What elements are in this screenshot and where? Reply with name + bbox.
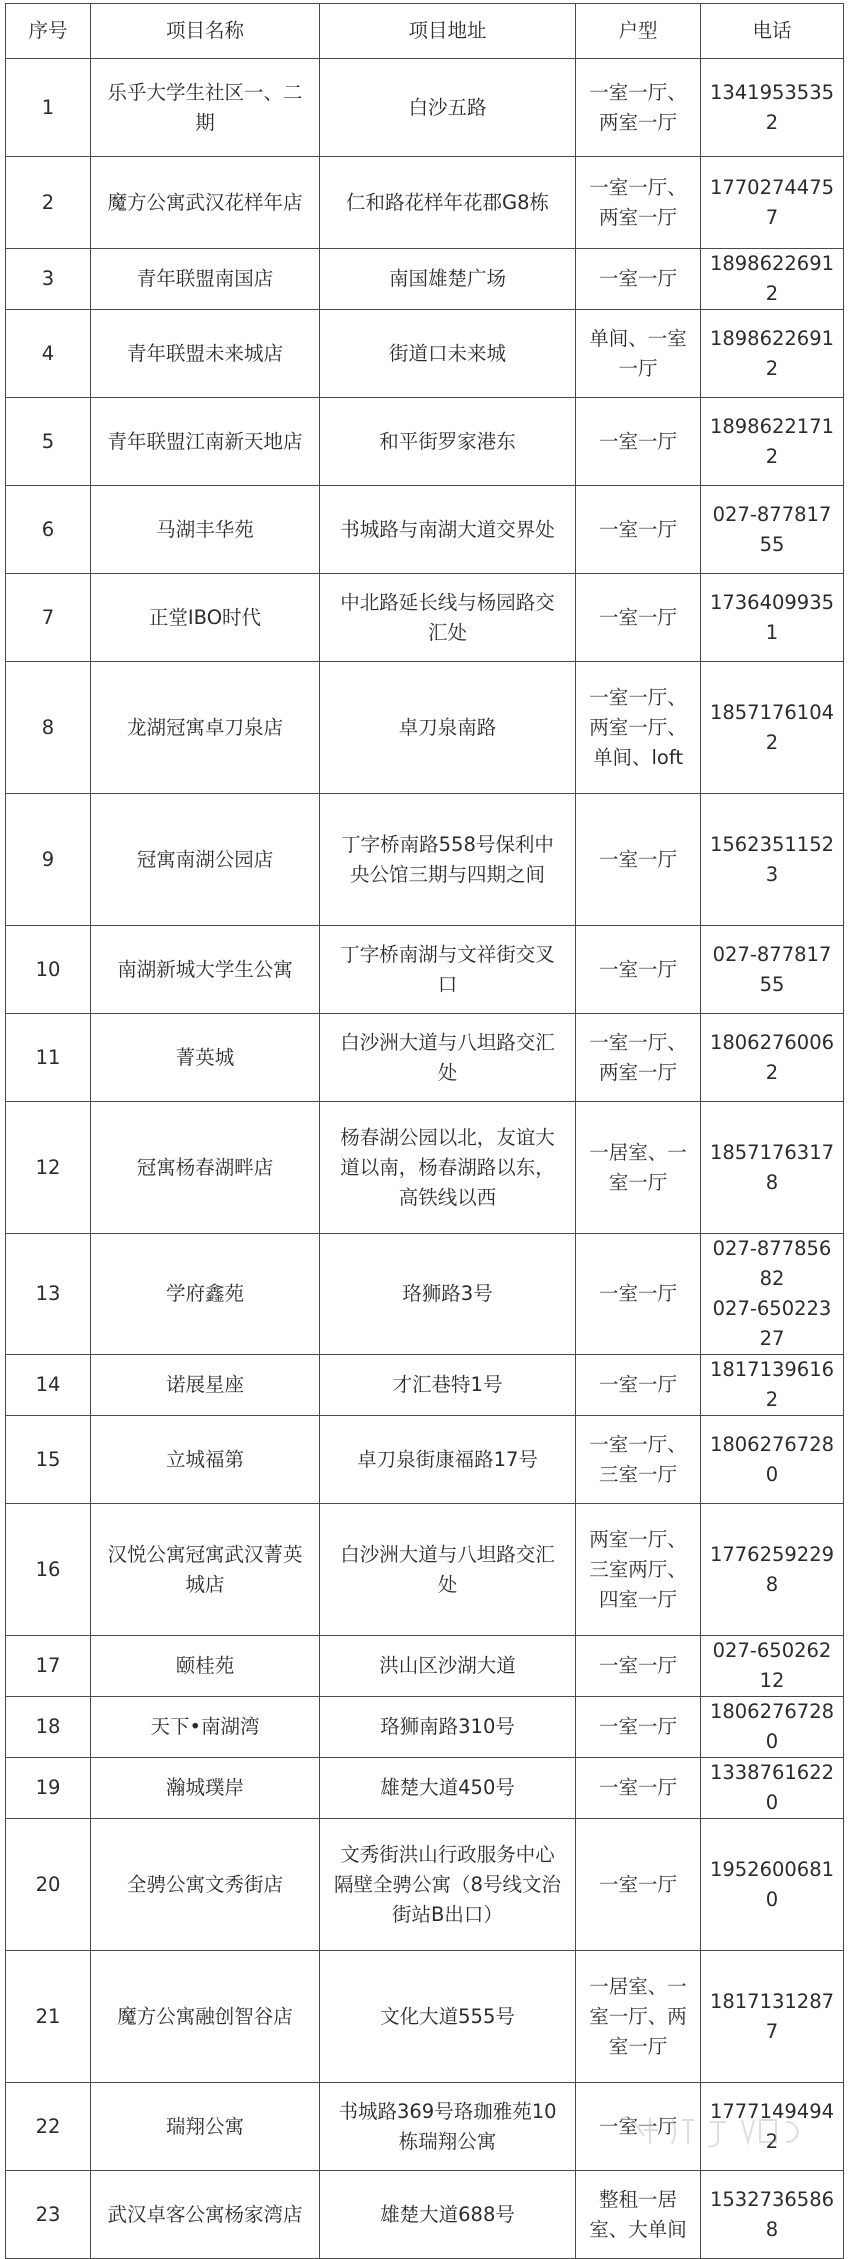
cell-project-address: [320, 1819, 576, 1951]
cell-project-name-text: 马湖丰华苑: [156, 517, 254, 541]
cell-project-name-text: 立城福第: [165, 1447, 244, 1471]
cell-project-address: [320, 794, 576, 926]
cell-project-name-text: 全骋公寓文秀街店: [126, 1872, 283, 1896]
cell-project-name: [91, 398, 320, 486]
cell-index-text: 22: [35, 2114, 61, 2138]
table-row: [6, 249, 844, 310]
cell-index-text: 3: [41, 267, 55, 290]
phone-number: 13419535352: [709, 80, 835, 134]
cell-project-address-text: 书城路与南湖大道交界处: [340, 517, 555, 541]
cell-project-address: [320, 1355, 576, 1416]
phone-number: 18571763178: [709, 1140, 835, 1194]
cell-layout-text: 一室一厅: [598, 1282, 677, 1305]
cell-index-text: 6: [41, 517, 55, 541]
cell-project-name: [91, 574, 320, 662]
cell-project-address: [320, 1636, 576, 1697]
cell-project-name-text: 魔方公寓融创智谷店: [117, 2004, 293, 2028]
cell-project-name-text: 龙湖冠寓卓刀泉店: [126, 715, 283, 739]
cell-project-address: [320, 249, 576, 310]
cell-layout: [576, 59, 701, 157]
cell-layout-text: 一室一厅: [598, 267, 677, 290]
cell-project-address-text: 白沙洲大道与八坦路交汇处: [340, 1030, 555, 1084]
cell-project-address-text: 雄楚大道450号: [380, 1776, 515, 1799]
cell-index-text: 9: [41, 847, 55, 871]
cell-phone: [701, 310, 844, 398]
cell-phone: [701, 794, 844, 926]
cell-phone: [701, 574, 844, 662]
cell-layout: [576, 1697, 701, 1758]
cell-layout-text: 单间、一室一厅: [589, 326, 687, 380]
header-layout: 户型: [576, 4, 701, 59]
cell-project-address-text: 街道口未来城: [388, 341, 506, 365]
cell-index: [6, 1951, 91, 2083]
cell-project-name-text: 青年联盟未来城店: [126, 341, 283, 365]
table-row: [6, 794, 844, 926]
cell-phone: [701, 157, 844, 249]
cell-layout-text: 一室一厅、三室一厅: [589, 1432, 687, 1486]
cell-layout-text: 一室一厅: [598, 1654, 677, 1677]
cell-index: [6, 794, 91, 926]
cell-index-text: 19: [35, 1776, 61, 1799]
cell-layout: [576, 926, 701, 1014]
cell-project-name: [91, 1014, 320, 1102]
cell-phone: [701, 1697, 844, 1758]
cell-layout: [576, 2171, 701, 2259]
cell-index-text: 5: [41, 429, 55, 453]
cell-project-name-text: 菁英城: [175, 1045, 235, 1069]
header-index: 序号: [6, 4, 91, 59]
cell-project-name-text: 冠寓南湖公园店: [136, 847, 274, 871]
cell-index: [6, 2171, 91, 2259]
cell-index: [6, 157, 91, 249]
cell-project-name: [91, 1697, 320, 1758]
cell-project-address-text: 文化大道555号: [380, 2004, 515, 2028]
cell-project-address-text: 和平街罗家港东: [379, 429, 516, 453]
cell-project-name: [91, 1102, 320, 1234]
cell-phone: [701, 1819, 844, 1951]
cell-project-address: [320, 157, 576, 249]
cell-index-text: 1: [41, 95, 55, 119]
cell-project-address-text: 杨春湖公园以北，友谊大道以南，杨春湖路以东，高铁线以西: [340, 1125, 555, 1209]
cell-project-address: [320, 662, 576, 794]
table-row: [6, 1951, 844, 2083]
cell-project-name: [91, 662, 320, 794]
cell-index: [6, 574, 91, 662]
cell-project-address: [320, 1102, 576, 1234]
cell-project-address: [320, 926, 576, 1014]
cell-project-address: [320, 1758, 576, 1819]
cell-phone: [701, 2171, 844, 2259]
cell-index: [6, 1014, 91, 1102]
cell-layout-text: 一室一厅、两室一厅: [589, 80, 687, 134]
cell-layout: [576, 486, 701, 574]
phone-number: 17702744757: [709, 175, 835, 229]
watermark-logo: [610, 2110, 810, 2154]
cell-layout-text: 一室一厅: [598, 957, 677, 981]
cell-layout: [576, 1355, 701, 1416]
cell-project-address-text: 书城路369号珞珈雅苑10栋瑞翔公寓: [338, 2099, 557, 2153]
cell-index: [6, 662, 91, 794]
cell-layout: [576, 662, 701, 794]
cell-project-name: [91, 1819, 320, 1951]
cell-layout-text: 一居室、一室一厅: [589, 1140, 687, 1194]
cell-project-address: [320, 1504, 576, 1636]
header-project-name: 项目名称: [91, 4, 320, 59]
cell-project-name-text: 乐乎大学生社区一、二期: [107, 80, 303, 134]
cell-index: [6, 398, 91, 486]
cell-index-text: 13: [35, 1282, 61, 1305]
table-row: [6, 1504, 844, 1636]
cell-project-address: [320, 1234, 576, 1355]
table-row: [6, 1234, 844, 1355]
cell-project-address-text: 才汇巷特1号: [392, 1373, 503, 1396]
cell-index: [6, 249, 91, 310]
phone-number: 18171396162: [709, 1358, 835, 1411]
phone-number: 18986226912: [709, 326, 835, 380]
cell-project-address-text: 雄楚大道688号: [380, 2202, 515, 2226]
cell-index: [6, 310, 91, 398]
table-row: [6, 486, 844, 574]
cell-project-address: [320, 1014, 576, 1102]
cell-project-address-text: 白沙洲大道与八坦路交汇处: [340, 1542, 555, 1596]
table-row: [6, 398, 844, 486]
table-row: [6, 1102, 844, 1234]
cell-project-name: [91, 1416, 320, 1504]
phone-number: 15327365868: [709, 2187, 835, 2241]
cell-project-address: [320, 1697, 576, 1758]
cell-layout: [576, 1014, 701, 1102]
cell-project-address: [320, 2083, 576, 2171]
cell-index-text: 21: [35, 2004, 61, 2028]
phone-number: 18571761042: [709, 700, 835, 754]
cell-project-name-text: 冠寓杨春湖畔店: [136, 1155, 274, 1179]
header-project-address: 项目地址: [320, 4, 576, 59]
cell-phone: [701, 662, 844, 794]
phone-number: 027-65022327: [712, 1297, 832, 1350]
phone-number: 19526006810: [709, 1857, 835, 1911]
cell-index: [6, 1758, 91, 1819]
table-row: [6, 1636, 844, 1697]
phone-number: 18062767280: [709, 1700, 835, 1753]
cell-project-name: [91, 1504, 320, 1636]
cell-project-name-text: 颐桂苑: [175, 1654, 235, 1677]
cell-project-name-text: 天下•南湖湾: [150, 1715, 260, 1738]
table-row: [6, 926, 844, 1014]
table-row: [6, 59, 844, 157]
cell-layout: [576, 1636, 701, 1697]
phone-number: 17762592298: [709, 1542, 835, 1596]
cell-project-name: [91, 2171, 320, 2259]
cell-layout-text: 一室一厅: [598, 1872, 677, 1896]
cell-project-name-text: 南湖新城大学生公寓: [117, 957, 293, 981]
cell-index-text: 14: [35, 1373, 61, 1396]
cell-layout: [576, 157, 701, 249]
cell-index-text: 15: [35, 1447, 61, 1471]
cell-index: [6, 1102, 91, 1234]
table-row: [6, 310, 844, 398]
cell-project-address-text: 洪山区沙湖大道: [379, 1654, 516, 1677]
cell-project-name: [91, 926, 320, 1014]
cell-project-address-text: 丁字桥南路558号保利中央公馆三期与四期之间: [341, 832, 554, 886]
cell-index-text: 20: [35, 1872, 61, 1896]
cell-project-name-text: 魔方公寓武汉花样年店: [107, 190, 303, 214]
cell-index: [6, 1819, 91, 1951]
cell-phone: [701, 486, 844, 574]
cell-project-name-text: 正堂IBO时代: [148, 605, 262, 629]
phone-number: 18986226912: [709, 252, 835, 305]
cell-layout: [576, 1234, 701, 1355]
cell-project-name-text: 汉悦公寓冠寓武汉菁英城店: [107, 1542, 303, 1596]
cell-project-name: [91, 310, 320, 398]
cell-project-address: [320, 2171, 576, 2259]
table-body: [6, 59, 844, 2259]
cell-phone: [701, 1636, 844, 1697]
cell-phone: [701, 1504, 844, 1636]
table-row: [6, 574, 844, 662]
cell-project-address: [320, 486, 576, 574]
cell-project-name: [91, 1234, 320, 1355]
cell-index-text: 11: [35, 1045, 61, 1069]
cell-layout-text: 一室一厅: [598, 2114, 677, 2138]
cell-phone: [701, 1234, 844, 1355]
cell-project-name-text: 学府鑫苑: [165, 1282, 244, 1305]
cell-layout: [576, 249, 701, 310]
cell-project-address: [320, 574, 576, 662]
cell-phone: [701, 59, 844, 157]
cell-layout-text: 一室一厅: [598, 1776, 677, 1799]
cell-index: [6, 1416, 91, 1504]
cell-phone: [701, 1951, 844, 2083]
cell-phone: [701, 1102, 844, 1234]
cell-project-address-text: 卓刀泉南路: [398, 715, 497, 739]
cell-project-name: [91, 1951, 320, 2083]
phone-number: 027-87781755: [712, 942, 832, 996]
cell-index-text: 2: [41, 190, 55, 214]
cell-index-text: 16: [35, 1557, 61, 1581]
cell-layout: [576, 1758, 701, 1819]
cell-project-name: [91, 794, 320, 926]
cell-project-name: [91, 59, 320, 157]
cell-layout: [576, 574, 701, 662]
cell-phone: [701, 398, 844, 486]
cell-layout: [576, 1504, 701, 1636]
table-row: [6, 1819, 844, 1951]
cell-project-address: [320, 1951, 576, 2083]
cell-project-name: [91, 157, 320, 249]
cell-project-name: [91, 1355, 320, 1416]
cell-project-address-text: 珞狮路3号: [402, 1282, 493, 1305]
cell-index: [6, 1697, 91, 1758]
table-row: [6, 1758, 844, 1819]
cell-project-name-text: 瀚城璞岸: [165, 1776, 244, 1799]
phone-number: 18986221712: [709, 414, 835, 468]
cell-layout-text: 一室一厅: [598, 429, 677, 453]
cell-layout-text: 一居室、一室一厅、两室一厅: [589, 1974, 687, 2058]
table-row: [6, 157, 844, 249]
cell-layout-text: 两室一厅、三室两厅、四室一厅: [589, 1527, 687, 1611]
cell-project-address-text: 卓刀泉街康福路17号: [357, 1447, 538, 1471]
cell-project-address-text: 珞狮南路310号: [380, 1715, 515, 1738]
cell-project-address-text: 中北路延长线与杨园路交汇处: [340, 590, 555, 644]
phone-number: 17771494942: [709, 2099, 835, 2153]
cell-index: [6, 59, 91, 157]
cell-phone: [701, 249, 844, 310]
cell-index-text: 4: [41, 341, 55, 365]
cell-project-name-text: 青年联盟南国店: [136, 267, 274, 290]
cell-index: [6, 926, 91, 1014]
phone-number: 027-87785682: [712, 1237, 832, 1290]
rental-project-table: [5, 3, 844, 2259]
cell-layout-text: 一室一厅: [598, 1715, 677, 1738]
phone-number: 17364099351: [709, 590, 835, 644]
cell-project-name: [91, 1758, 320, 1819]
cell-project-address-text: 仁和路花样年花郡G8栋: [345, 190, 550, 214]
table-row: [6, 2171, 844, 2259]
cell-index: [6, 2083, 91, 2171]
table-row: [6, 1355, 844, 1416]
cell-layout: [576, 310, 701, 398]
cell-layout-text: 一室一厅、两室一厅、单间、loft: [589, 685, 687, 769]
table-row: [6, 662, 844, 794]
phone-number: 18062767280: [709, 1432, 835, 1486]
table-header-row: [6, 4, 844, 59]
cell-project-address-text: 南国雄楚广场: [388, 267, 506, 290]
cell-layout: [576, 794, 701, 926]
phone-number: 18062760062: [709, 1030, 835, 1084]
cell-phone: [701, 1014, 844, 1102]
cell-index: [6, 1636, 91, 1697]
cell-layout-text: 一室一厅: [598, 1373, 677, 1396]
cell-index-text: 17: [35, 1654, 61, 1677]
cell-project-name-text: 诺展星座: [165, 1373, 244, 1396]
cell-layout: [576, 1951, 701, 2083]
cell-index: [6, 1234, 91, 1355]
phone-number: 027-87781755: [712, 502, 832, 556]
cell-project-address: [320, 310, 576, 398]
cell-layout: [576, 1102, 701, 1234]
cell-layout-text: 整租一居室、大单间: [589, 2187, 687, 2241]
cell-index: [6, 486, 91, 574]
cell-project-name-text: 青年联盟江南新天地店: [107, 429, 303, 453]
cell-index-text: 18: [35, 1715, 61, 1738]
phone-number: 18171312877: [709, 1989, 835, 2043]
cell-index-text: 12: [35, 1155, 61, 1179]
cell-layout-text: 一室一厅: [598, 847, 677, 871]
cell-phone: [701, 1758, 844, 1819]
header-phone: 电话: [701, 4, 844, 59]
cell-project-address-text: 丁字桥南湖与文祥街交叉口: [340, 942, 555, 996]
cell-layout-text: 一室一厅: [598, 605, 677, 629]
cell-project-name-text: 瑞翔公寓: [165, 2114, 244, 2138]
cell-phone: [701, 926, 844, 1014]
cell-layout-text: 一室一厅、两室一厅: [589, 1030, 687, 1084]
cell-project-address: [320, 1416, 576, 1504]
cell-layout: [576, 1819, 701, 1951]
phone-number: 13387616220: [709, 1761, 835, 1814]
cell-layout-text: 一室一厅、两室一厅: [589, 175, 687, 229]
cell-index: [6, 1504, 91, 1636]
cell-project-name: [91, 2083, 320, 2171]
cell-layout: [576, 1416, 701, 1504]
cell-project-name: [91, 1636, 320, 1697]
cell-project-name-text: 武汉卓客公寓杨家湾店: [107, 2202, 303, 2226]
table-row: [6, 1697, 844, 1758]
cell-project-address-text: 白沙五路: [408, 95, 487, 119]
cell-index-text: 7: [41, 605, 55, 629]
table-row: [6, 1014, 844, 1102]
cell-index-text: 8: [41, 715, 55, 739]
phone-number: 027-65026212: [712, 1639, 832, 1692]
cell-layout-text: 一室一厅: [598, 517, 677, 541]
cell-index-text: 23: [35, 2202, 61, 2226]
cell-project-name: [91, 486, 320, 574]
cell-project-address-text: 文秀街洪山行政服务中心隔壁全骋公寓（8号线文治街站B出口）: [334, 1842, 561, 1926]
cell-layout: [576, 398, 701, 486]
phone-number: 15623511523: [709, 832, 835, 886]
cell-phone: [701, 1416, 844, 1504]
table-row: [6, 1416, 844, 1504]
cell-index-text: 10: [35, 957, 61, 981]
cell-phone: [701, 1355, 844, 1416]
cell-project-address: [320, 59, 576, 157]
cell-project-name: [91, 249, 320, 310]
cell-index: [6, 1355, 91, 1416]
cell-project-address: [320, 398, 576, 486]
